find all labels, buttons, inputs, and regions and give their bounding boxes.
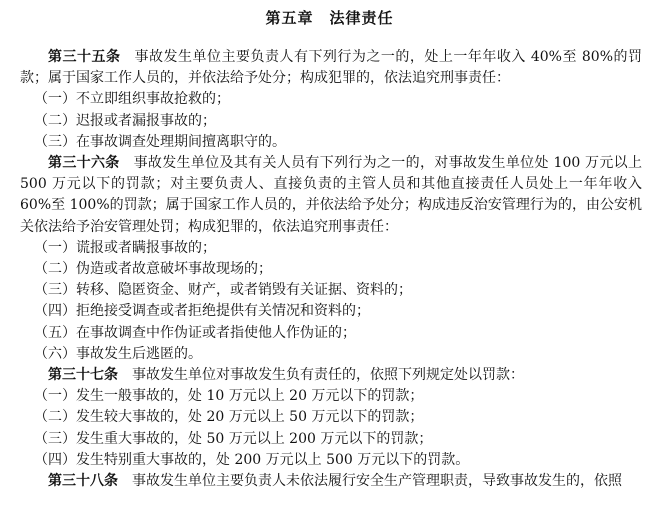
article-label: 第三十六条 (48, 155, 120, 172)
article-text: 事故发生单位主要负责人未依法履行安全生产管理职责，导致事故发生的，依照 (132, 473, 622, 490)
article-37 (20, 365, 642, 386)
article-text: 事故发生单位对事故发生负有责任的，依照下列规定处以罚款： (132, 367, 524, 384)
list-item: （三）发生重大事故的，处 50 万元以上 200 万元以下的罚款； (34, 430, 433, 447)
article-text: 事故发生单位及其有关人员有下列行为之一的，对事故发生单位处 100 万元以上 500 万元以下的罚款；对主要负责人、直接负责的主管人员和其他直接责任人员处上一年年收入 60%至 100%的罚款；属于国家工作人员的，并依法给予处分；构成违反治安管理行为的，由公安机关依法给予治安管理处罚；构成犯罪的，依法追究刑事责任： (20, 155, 643, 235)
article-35 (20, 47, 642, 89)
list-item: （一）谎报或者瞒报事故的； (34, 239, 216, 256)
list-item: （一）发生一般事故的，处 10 万元以上 20 万元以下的罚款； (34, 388, 424, 405)
list-item: （四）发生特别重大事故的，处 200 万元以上 500 万元以下的罚款。 (34, 451, 470, 468)
document-body (20, 47, 642, 492)
chapter-title: 第五章 法律责任 (265, 9, 394, 27)
article-label: 第三十八条 (48, 473, 118, 490)
article-label: 第三十五条 (48, 49, 121, 65)
list-item: （二）迟报或者漏报事故的； (34, 112, 216, 129)
article-label: 第三十七条 (48, 367, 118, 384)
list-item: （六）事故发生后逃匿的。 (34, 345, 202, 362)
article-36 (20, 153, 642, 238)
list-item: （二）发生较大事故的，处 20 万元以上 50 万元以下的罚款； (34, 409, 424, 426)
list-item: （三）转移、隐匿资金、财产，或者销毁有关证据、资料的； (34, 282, 412, 299)
list-item: （二）伪造或者故意破坏事故现场的； (34, 261, 272, 278)
list-item: （三）在事故调查处理期间擅离职守的。 (34, 133, 286, 150)
list-item: （四）拒绝接受调查或者拒绝提供有关情况和资料的； (34, 303, 370, 320)
list-item: （一）不立即组织事故抢救的； (34, 91, 230, 108)
article-38 (20, 471, 642, 492)
article-text: 事故发生单位主要负责人有下列行为之一的，处上一年年收入 40%至 80%的罚款；属于国家工作人员的，并依法给予处分；构成犯罪的，依法追究刑事责任： (20, 49, 642, 87)
list-item: （五）在事故调查中作伪证或者指使他人作伪证的； (34, 324, 356, 341)
